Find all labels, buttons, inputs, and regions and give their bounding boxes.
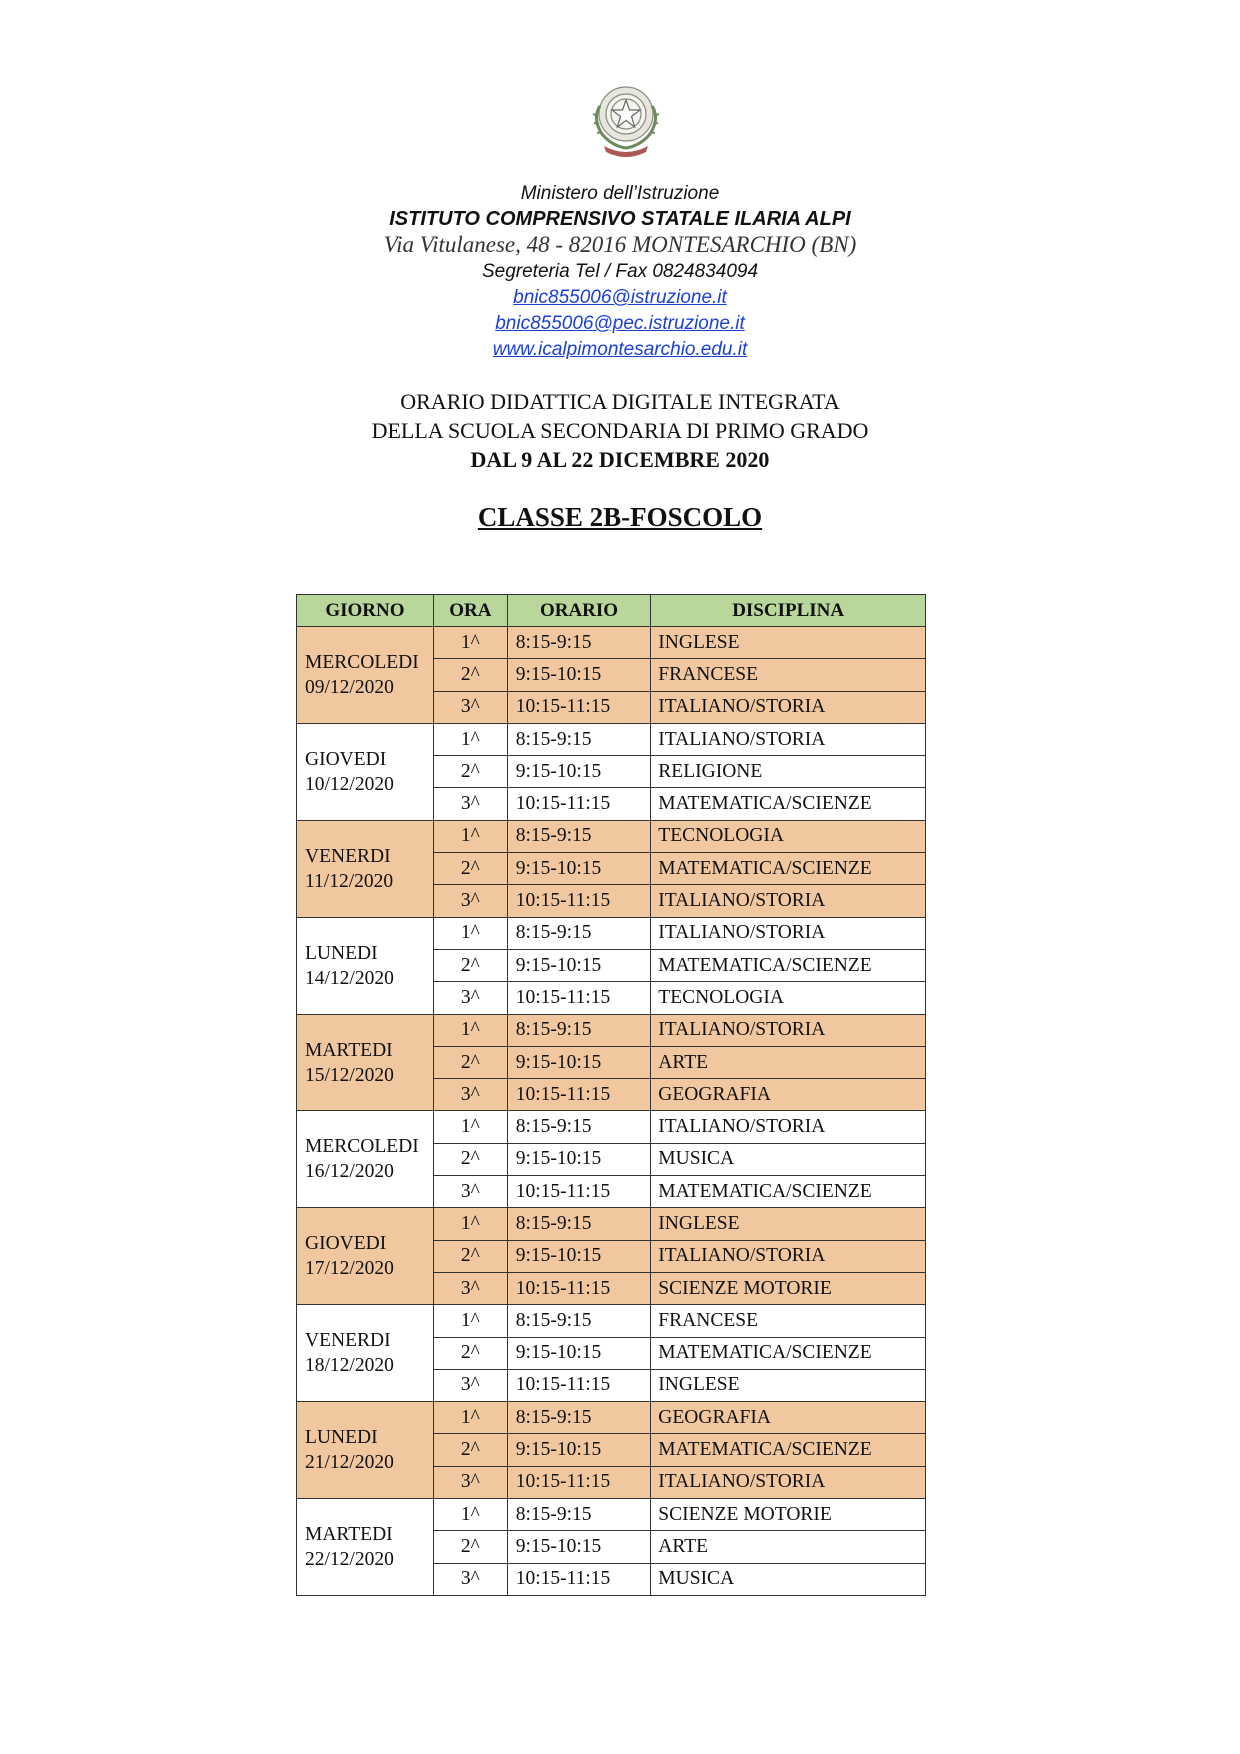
time-cell: 10:15-11:15	[507, 885, 651, 917]
school-name: ISTITUTO COMPRENSIVO STATALE ILARIA ALPI	[389, 208, 851, 230]
day-name: LUNEDI	[305, 1427, 378, 1449]
day-cell	[297, 917, 434, 1014]
time-cell: 9:15-10:15	[507, 1143, 651, 1175]
subject-cell: MATEMATICA/SCIENZE	[651, 853, 926, 885]
hour-cell: 2^	[433, 949, 507, 981]
table-row	[297, 1208, 926, 1240]
day-name: MARTEDI	[305, 1523, 393, 1545]
day-date: 17/12/2020	[305, 1258, 394, 1280]
time-cell: 8:15-9:15	[507, 820, 651, 852]
hour-cell: 1^	[433, 917, 507, 949]
day-name: MARTEDI	[305, 1039, 393, 1061]
time-cell: 9:15-10:15	[507, 1337, 651, 1369]
day-date: 10/12/2020	[305, 773, 394, 795]
time-cell: 9:15-10:15	[507, 1531, 651, 1563]
hour-cell: 2^	[433, 659, 507, 691]
time-cell: 10:15-11:15	[507, 1466, 651, 1498]
day-name: VENERDI	[305, 1330, 391, 1352]
time-cell: 10:15-11:15	[507, 1176, 651, 1208]
time-cell: 8:15-9:15	[507, 1499, 651, 1531]
day-cell	[297, 1014, 434, 1111]
subject-cell: FRANCESE	[651, 659, 926, 691]
time-cell: 8:15-9:15	[507, 627, 651, 659]
table-row	[297, 1305, 926, 1337]
subject-cell: MATEMATICA/SCIENZE	[651, 1176, 926, 1208]
subject-cell: MUSICA	[651, 1563, 926, 1595]
day-cell	[297, 1305, 434, 1402]
subject-cell: INGLESE	[651, 1369, 926, 1401]
time-cell: 9:15-10:15	[507, 949, 651, 981]
subject-cell: ARTE	[651, 1046, 926, 1078]
hour-cell: 1^	[433, 1111, 507, 1143]
day-cell	[297, 1402, 434, 1499]
day-cell	[297, 820, 434, 917]
day-date: 18/12/2020	[305, 1355, 394, 1377]
day-cell	[297, 1499, 434, 1596]
class-name: CLASSE 2B-FOSCOLO	[477, 502, 763, 532]
day-name: GIOVEDI	[305, 1233, 387, 1255]
day-date: 09/12/2020	[305, 676, 394, 698]
hour-cell: 1^	[433, 820, 507, 852]
day-cell	[297, 723, 434, 820]
subject-cell: ITALIANO/STORIA	[651, 1466, 926, 1498]
hour-cell: 1^	[433, 1305, 507, 1337]
hour-cell: 2^	[433, 1046, 507, 1078]
day-cell	[297, 1111, 434, 1208]
time-cell: 10:15-11:15	[507, 1272, 651, 1304]
time-cell: 8:15-9:15	[507, 917, 651, 949]
pec-email-link[interactable]: bnic855006@pec.istruzione.it	[495, 313, 745, 334]
day-name: GIOVEDI	[305, 748, 387, 770]
day-cell	[297, 627, 434, 724]
hour-cell: 3^	[433, 1563, 507, 1595]
email-link[interactable]: bnic855006@istruzione.it	[513, 287, 727, 308]
subject-cell: TECNOLOGIA	[651, 982, 926, 1014]
hour-cell: 1^	[433, 1499, 507, 1531]
table-row	[297, 820, 926, 852]
day-date: 16/12/2020	[305, 1161, 394, 1183]
schedule-body	[297, 627, 926, 1596]
hour-cell: 3^	[433, 885, 507, 917]
table-row	[297, 917, 926, 949]
schedule-table	[296, 594, 926, 1596]
subject-cell: MATEMATICA/SCIENZE	[651, 1434, 926, 1466]
day-date: 22/12/2020	[305, 1548, 394, 1570]
table-row	[297, 1014, 926, 1046]
subject-cell: GEOGRAFIA	[651, 1402, 926, 1434]
time-cell: 8:15-9:15	[507, 1208, 651, 1240]
time-cell: 10:15-11:15	[507, 1079, 651, 1111]
ministry-name: Ministero dell’Istruzione	[520, 183, 720, 204]
day-name: MERCOLEDI	[305, 651, 419, 673]
doc-title-line1: ORARIO DIDATTICA DIGITALE INTEGRATA	[400, 389, 840, 414]
subject-cell: TECNOLOGIA	[651, 820, 926, 852]
day-date: 15/12/2020	[305, 1064, 394, 1086]
hour-cell: 1^	[433, 1402, 507, 1434]
day-name: LUNEDI	[305, 942, 378, 964]
hour-cell: 1^	[433, 723, 507, 755]
time-cell: 9:15-10:15	[507, 756, 651, 788]
hour-cell: 2^	[433, 1240, 507, 1272]
subject-cell: MUSICA	[651, 1143, 926, 1175]
subject-cell: ITALIANO/STORIA	[651, 1240, 926, 1272]
website-link[interactable]: www.icalpimontesarchio.edu.it	[492, 339, 748, 360]
subject-cell: ITALIANO/STORIA	[651, 723, 926, 755]
time-cell: 9:15-10:15	[507, 1240, 651, 1272]
time-cell: 10:15-11:15	[507, 1369, 651, 1401]
doc-title-dates: DAL 9 AL 22 DICEMBRE 2020	[470, 447, 770, 472]
hour-cell: 2^	[433, 756, 507, 788]
subject-cell: ITALIANO/STORIA	[651, 885, 926, 917]
time-cell: 10:15-11:15	[507, 982, 651, 1014]
header-disciplina: DISCIPLINA	[651, 595, 926, 627]
time-cell: 9:15-10:15	[507, 853, 651, 885]
time-cell: 8:15-9:15	[507, 1305, 651, 1337]
header-ora: ORA	[433, 595, 507, 627]
time-cell: 8:15-9:15	[507, 1402, 651, 1434]
day-date: 11/12/2020	[305, 870, 394, 892]
subject-cell: GEOGRAFIA	[651, 1079, 926, 1111]
italian-republic-emblem-icon	[586, 76, 666, 158]
subject-cell: MATEMATICA/SCIENZE	[651, 788, 926, 820]
time-cell: 8:15-9:15	[507, 723, 651, 755]
subject-cell: ITALIANO/STORIA	[651, 917, 926, 949]
time-cell: 9:15-10:15	[507, 659, 651, 691]
subject-cell: INGLESE	[651, 1208, 926, 1240]
day-name: MERCOLEDI	[305, 1136, 419, 1158]
day-cell	[297, 1208, 434, 1305]
school-address: Via Vitulanese, 48 - 82016 MONTESARCHIO (BN)	[383, 232, 857, 257]
hour-cell: 2^	[433, 1531, 507, 1563]
hour-cell: 3^	[433, 1176, 507, 1208]
subject-cell: ITALIANO/STORIA	[651, 1111, 926, 1143]
hour-cell: 2^	[433, 1143, 507, 1175]
subject-cell: MATEMATICA/SCIENZE	[651, 1337, 926, 1369]
doc-title-line2: DELLA SCUOLA SECONDARIA DI PRIMO GRADO	[371, 418, 869, 443]
hour-cell: 2^	[433, 1434, 507, 1466]
subject-cell: SCIENZE MOTORIE	[651, 1499, 926, 1531]
table-row	[297, 1111, 926, 1143]
hour-cell: 2^	[433, 853, 507, 885]
table-row	[297, 1499, 926, 1531]
time-cell: 8:15-9:15	[507, 1111, 651, 1143]
hour-cell: 3^	[433, 1079, 507, 1111]
subject-cell: SCIENZE MOTORIE	[651, 1272, 926, 1304]
hour-cell: 3^	[433, 788, 507, 820]
subject-cell: INGLESE	[651, 627, 926, 659]
subject-cell: ARTE	[651, 1531, 926, 1563]
day-name: VENERDI	[305, 845, 391, 867]
subject-cell: ITALIANO/STORIA	[651, 1014, 926, 1046]
hour-cell: 3^	[433, 1466, 507, 1498]
time-cell: 9:15-10:15	[507, 1434, 651, 1466]
header-orario: ORARIO	[507, 595, 651, 627]
hour-cell: 1^	[433, 1014, 507, 1046]
table-header-row	[297, 595, 926, 627]
subject-cell: RELIGIONE	[651, 756, 926, 788]
time-cell: 10:15-11:15	[507, 788, 651, 820]
time-cell: 10:15-11:15	[507, 691, 651, 723]
hour-cell: 2^	[433, 1337, 507, 1369]
hour-cell: 3^	[433, 1369, 507, 1401]
hour-cell: 3^	[433, 691, 507, 723]
header-giorno: GIORNO	[297, 595, 434, 627]
hour-cell: 1^	[433, 1208, 507, 1240]
hour-cell: 3^	[433, 1272, 507, 1304]
school-phone: Segreteria Tel / Fax 0824834094	[481, 261, 759, 282]
hour-cell: 1^	[433, 627, 507, 659]
table-row	[297, 627, 926, 659]
subject-cell: ITALIANO/STORIA	[651, 691, 926, 723]
time-cell: 10:15-11:15	[507, 1563, 651, 1595]
table-row	[297, 723, 926, 755]
day-date: 21/12/2020	[305, 1452, 394, 1474]
subject-cell: FRANCESE	[651, 1305, 926, 1337]
day-date: 14/12/2020	[305, 967, 394, 989]
subject-cell: MATEMATICA/SCIENZE	[651, 949, 926, 981]
time-cell: 9:15-10:15	[507, 1046, 651, 1078]
table-row	[297, 1402, 926, 1434]
hour-cell: 3^	[433, 982, 507, 1014]
time-cell: 8:15-9:15	[507, 1014, 651, 1046]
